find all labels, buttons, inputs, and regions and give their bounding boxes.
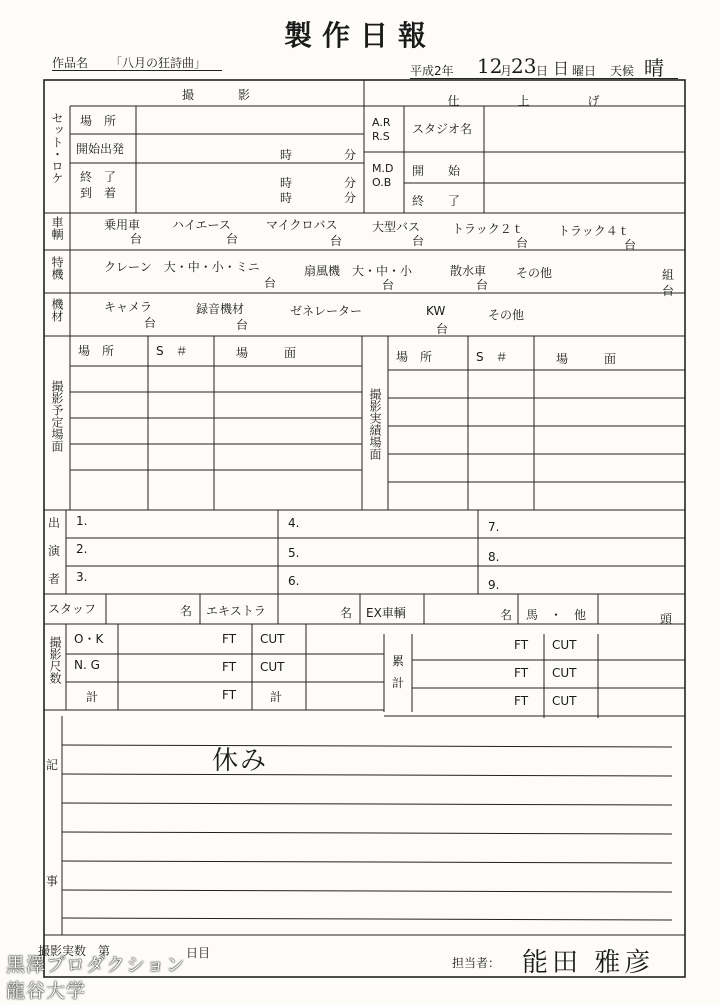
horse-label: 馬 ・ 他 bbox=[526, 608, 587, 622]
arrive-hour: 時 bbox=[280, 191, 293, 205]
vehicle-truck2: トラック２ｔ bbox=[452, 222, 524, 236]
total-ft: FT bbox=[222, 688, 237, 702]
month-unit: 月 bbox=[500, 64, 513, 78]
equip-generator: ゼネレーター bbox=[290, 304, 363, 318]
special-fan: 扇風機 大・中・小 bbox=[304, 264, 413, 278]
end-minute: 分 bbox=[344, 176, 357, 190]
person-name: 能田 雅彦 bbox=[522, 948, 655, 978]
weekday-unit: 曜日 bbox=[572, 64, 597, 78]
ng-cut: CUT bbox=[260, 660, 285, 674]
equipment-side-label: 機材 bbox=[50, 298, 64, 322]
ok-label: O・K bbox=[74, 632, 104, 646]
notes-side-2: 事 bbox=[46, 874, 59, 888]
cast-2: 2. bbox=[76, 542, 88, 556]
person-label: 担当者： bbox=[452, 956, 501, 970]
cast-4: 4. bbox=[288, 516, 300, 530]
cum-ng-cut: CUT bbox=[552, 666, 577, 680]
vehicle-car: 乗用車 bbox=[104, 218, 141, 232]
special-side-label: 特機 bbox=[50, 256, 64, 280]
cum-total-cut: CUT bbox=[552, 694, 577, 708]
special-water-unit: 台 bbox=[476, 278, 489, 292]
work-label: 作品名 bbox=[52, 56, 89, 70]
weather-label: 天候 bbox=[610, 64, 635, 78]
equip-sound-unit: 台 bbox=[236, 318, 249, 332]
notes-side-1: 記 bbox=[46, 758, 59, 772]
extra-name-unit: 名 bbox=[340, 606, 353, 620]
cast-side-3: 者 bbox=[48, 572, 61, 586]
ex-vehicle-label: EX車輌 bbox=[366, 606, 406, 620]
total-label: 計 bbox=[86, 690, 99, 704]
start-label: 開 始 bbox=[412, 164, 461, 178]
special-other: その他 bbox=[516, 266, 553, 280]
planned-scene-header: 場 面 bbox=[236, 346, 297, 360]
notes-entry: 休み bbox=[212, 746, 269, 776]
special-set-unit: 組 bbox=[662, 268, 675, 282]
watermark-line-1: 黒澤プロダクション bbox=[6, 954, 186, 976]
cast-3: 3. bbox=[76, 570, 88, 584]
watermark-line-2: 龍谷大学 bbox=[6, 980, 87, 1002]
planned-place-header: 場 所 bbox=[78, 344, 115, 358]
vehicle-hiace: ハイエース bbox=[172, 218, 231, 232]
equip-kw-unit: 台 bbox=[436, 322, 449, 336]
planned-sno-header: S ＃ bbox=[156, 344, 188, 358]
horse-unit: 頭 bbox=[660, 612, 673, 626]
set-loc-side-label: セット・ロケ bbox=[50, 112, 64, 184]
month-value: 12 bbox=[477, 54, 503, 78]
vehicle-bus-unit: 台 bbox=[412, 234, 425, 248]
weekday-value: 日 bbox=[553, 59, 570, 78]
cumulative-label: 累 計 bbox=[392, 654, 405, 690]
planned-scenes-side-label: 撮影予定場面 bbox=[50, 380, 64, 452]
md-ob-label: M.D O.B bbox=[372, 162, 394, 189]
depart-minute: 分 bbox=[344, 148, 357, 162]
equip-camera: キャメラ bbox=[104, 300, 153, 314]
cum-ng-ft: FT bbox=[514, 666, 529, 680]
vehicle-microbus: マイクロバス bbox=[266, 218, 338, 232]
day-value: 23 bbox=[511, 54, 537, 78]
cast-8: 8. bbox=[488, 550, 500, 564]
vehicle-truck2-unit: 台 bbox=[516, 236, 529, 250]
vehicle-hiace-unit: 台 bbox=[226, 232, 239, 246]
place-label: 場 所 bbox=[80, 114, 117, 128]
day-unit: 日 bbox=[536, 64, 549, 78]
special-crane-unit: 台 bbox=[264, 276, 277, 290]
cast-side-2: 演 bbox=[48, 544, 61, 558]
studio-label: スタジオ名 bbox=[412, 122, 473, 136]
shooting-days-unit: 日目 bbox=[186, 946, 211, 960]
cast-side-1: 出 bbox=[48, 516, 61, 530]
actual-place-header: 場 所 bbox=[396, 350, 433, 364]
equip-kw: KW bbox=[426, 304, 446, 318]
ar-rs-label: A.R R.S bbox=[372, 116, 391, 143]
total-cut-sum: 計 bbox=[270, 690, 283, 704]
cast-6: 6. bbox=[288, 574, 300, 588]
cast-7: 7. bbox=[488, 520, 500, 534]
cum-ok-cut: CUT bbox=[552, 638, 577, 652]
arrive-label: 到 着 bbox=[80, 186, 117, 200]
cum-ok-ft: FT bbox=[514, 638, 529, 652]
cast-5: 5. bbox=[288, 546, 300, 560]
weather-value: 晴 bbox=[644, 56, 664, 80]
finishing-header: 仕 上 げ bbox=[447, 94, 602, 108]
equip-other: その他 bbox=[488, 308, 525, 322]
vehicle-bus: 大型バス bbox=[372, 220, 421, 234]
arrive-minute: 分 bbox=[344, 191, 357, 205]
finish-label: 終 了 bbox=[412, 194, 461, 208]
actual-scene-header: 場 面 bbox=[556, 352, 617, 366]
vehicle-car-unit: 台 bbox=[130, 232, 143, 246]
ok-cut: CUT bbox=[260, 632, 285, 646]
shooting-header: 撮 影 bbox=[181, 88, 252, 102]
staff-label: スタッフ bbox=[48, 602, 97, 616]
depart-label: 開始出発 bbox=[76, 142, 125, 156]
cast-9: 9. bbox=[488, 578, 500, 592]
ng-ft: FT bbox=[222, 660, 237, 674]
staff-name-unit: 名 bbox=[180, 604, 193, 618]
equip-camera-unit: 台 bbox=[144, 316, 157, 330]
cast-1: 1. bbox=[76, 514, 88, 528]
footage-side-label: 撮影尺数 bbox=[48, 636, 62, 684]
end-label: 終 了 bbox=[80, 170, 117, 184]
special-other-unit: 台 bbox=[662, 284, 675, 298]
end-hour: 時 bbox=[280, 176, 293, 190]
equip-sound: 録音機材 bbox=[196, 302, 245, 316]
depart-hour: 時 bbox=[280, 148, 293, 162]
extra-label: エキストラ bbox=[206, 604, 266, 618]
ok-ft: FT bbox=[222, 632, 237, 646]
ng-label: N. G bbox=[74, 658, 100, 672]
actual-sno-header: S ＃ bbox=[476, 350, 508, 364]
shooting-days-label: 撮影実数 第 bbox=[38, 944, 111, 958]
work-name: 「八月の狂詩曲」 bbox=[110, 56, 207, 70]
vehicle-truck4: トラック４ｔ bbox=[558, 224, 630, 238]
vehicles-side-label: 車輌 bbox=[50, 216, 64, 240]
special-water: 散水車 bbox=[450, 264, 487, 278]
era: 平成2年 bbox=[410, 64, 454, 78]
vehicle-microbus-unit: 台 bbox=[330, 234, 343, 248]
actual-scenes-side-label: 撮影実績場面 bbox=[368, 388, 382, 460]
special-crane: クレーン 大・中・小・ミニ bbox=[104, 260, 260, 274]
page-title: 製作日報 bbox=[283, 19, 436, 52]
cum-total-ft: FT bbox=[514, 694, 529, 708]
special-fan-unit: 台 bbox=[382, 278, 395, 292]
ex-vehicle-name-unit: 名 bbox=[500, 608, 513, 622]
vehicle-truck4-unit: 台 bbox=[624, 238, 637, 252]
